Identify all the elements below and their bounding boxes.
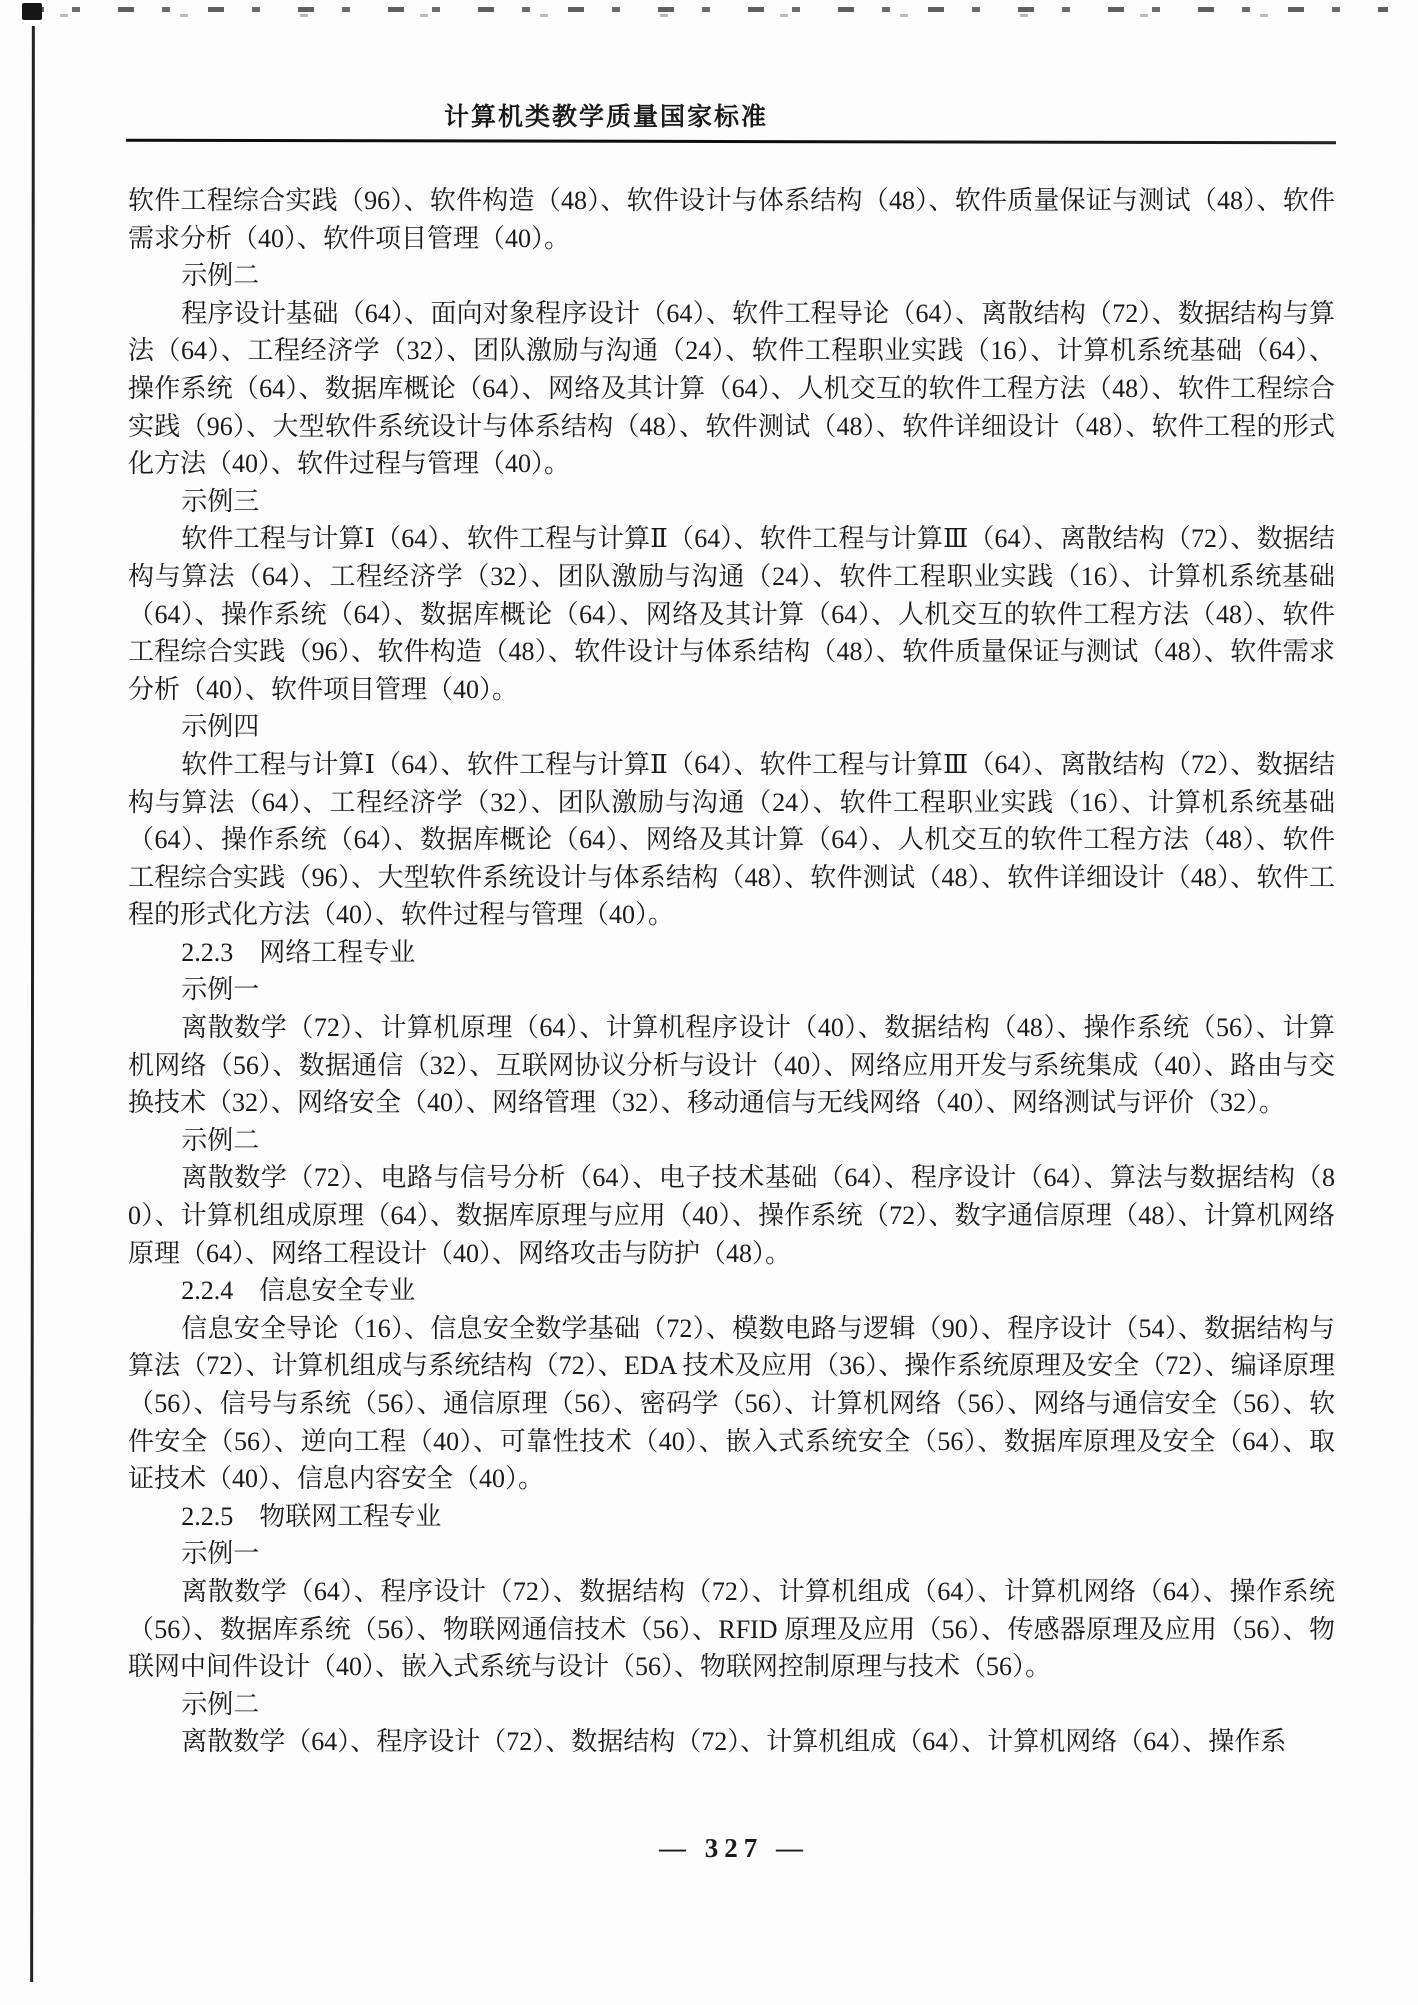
section-heading: 2.2.5 物联网工程专业 <box>181 1501 442 1531</box>
section-heading: 2.2.4 信息安全专业 <box>181 1276 416 1306</box>
paragraph: 离散数学（64）、程序设计（72）、数据结构（72）、计算机组成（64）、计算机网络（64）、操作系 <box>181 1727 1287 1757</box>
example-label: 示例一 <box>181 1539 260 1569</box>
paragraph: 程序设计基础（64）、面向对象程序设计（64）、软件工程导论（64）、离散结构（72）、数据结构与算法（64）、工程经济学（32）、团队激励与沟通（24）、软件工程职业实践（16）、计算机系统基础（64）、操作系统（64）、数据库概论（64）、网络及其计算（64）、人机交互的软件工程方法（48）、软件工程综合实践（96）、大型软件系统设计与体系结构（48）、软件测试（48）、软件详细设计（48）、软件工程的形式化方法（40）、软件过程与管理（40）。 <box>128 298 1335 479</box>
scan-artifact-corner-mark <box>22 3 42 20</box>
example-label: 示例四 <box>181 712 260 742</box>
scan-artifact-top-dashes-faint <box>60 14 1310 17</box>
scan-artifact-left-edge-line <box>30 26 35 1982</box>
paragraph: 软件工程综合实践（96）、软件构造（48）、软件设计与体系结构（48）、软件质量保证与测试（48）、软件需求分析（40）、软件项目管理（40）。 <box>128 186 1335 253</box>
header-rule <box>126 139 1336 145</box>
paragraph: 软件工程与计算Ⅰ（64）、软件工程与计算Ⅱ（64）、软件工程与计算Ⅲ（64）、离散结构（72）、数据结构与算法（64）、工程经济学（32）、团队激励与沟通（24）、软件工程职业实践（16）、计算机系统基础（64）、操作系统（64）、数据库概论（64）、网络及其计算（64）、人机交互的软件工程方法（48）、软件工程综合实践（96）、软件构造（48）、软件设计与体系结构（48）、软件质量保证与测试（48）、软件需求分析（40）、软件项目管理（40）。 <box>128 524 1335 704</box>
paragraph: 信息安全导论（16）、信息安全数学基础（72）、模数电路与逻辑（90）、程序设计（54）、数据结构与算法（72）、计算机组成与系统结构（72）、EDA 技术及应用（36）、操作系统原理及安全（72）、编译原理（56）、信号与系统（56）、通信原理（56）、密码学（56）、计算机网络（56）、网络与通信安全（56）、软件安全（56）、逆向工程（40）、可靠性技术（40）、嵌入式系统安全（56）、数据库原理及安全（64）、取证技术（40）、信息内容安全（40）。 <box>128 1313 1335 1494</box>
paragraph: 软件工程与计算Ⅰ（64）、软件工程与计算Ⅱ（64）、软件工程与计算Ⅲ（64）、离散结构（72）、数据结构与算法（64）、工程经济学（32）、团队激励与沟通（24）、软件工程职业实践（16）、计算机系统基础（64）、操作系统（64）、数据库概论（64）、网络及其计算（64）、人机交互的软件工程方法（48）、软件工程综合实践（96）、大型软件系统设计与体系结构（48）、软件测试（48）、软件详细设计（48）、软件工程的形式化方法（40）、软件过程与管理（40）。 <box>128 749 1335 930</box>
example-label: 示例二 <box>181 1689 260 1719</box>
example-label: 示例二 <box>181 1125 260 1155</box>
section-heading: 2.2.3 网络工程专业 <box>181 937 416 967</box>
running-header-title: 计算机类教学质量国家标准 <box>443 104 768 131</box>
paragraph: 离散数学（72）、电路与信号分析（64）、电子技术基础（64）、程序设计（64）、算法与数据结构（80）、计算机组成原理（64）、数据库原理与应用（40）、操作系统（72）、数字通信原理（48）、计算机网络原理（64）、网络工程设计（40）、网络攻击与防护（48）。 <box>128 1163 1335 1268</box>
page-number: — 327 — <box>659 1833 809 1863</box>
body-text-block <box>128 182 1335 1761</box>
paragraph: 离散数学（64）、程序设计（72）、数据结构（72）、计算机组成（64）、计算机网络（64）、操作系统（56）、数据库系统（56）、物联网通信技术（56）、RFID 原理及应用（56）、传感器原理及应用（56）、物联网中间件设计（40）、嵌入式系统与设计（56）、物联网控制原理与技术（56）。 <box>128 1576 1335 1682</box>
example-label: 示例一 <box>181 975 260 1005</box>
paragraph: 离散数学（72）、计算机原理（64）、计算机程序设计（40）、数据结构（48）、操作系统（56）、计算机网络（56）、数据通信（32）、互联网协议分析与设计（40）、网络应用开发与系统集成（40）、路由与交换技术（32）、网络安全（40）、网络管理（32）、移动通信与无线网络（40）、网络测试与评价（32）。 <box>128 1013 1335 1118</box>
example-label: 示例二 <box>181 261 260 291</box>
scan-artifact-top-dashes <box>28 7 1388 12</box>
example-label: 示例三 <box>181 486 260 516</box>
